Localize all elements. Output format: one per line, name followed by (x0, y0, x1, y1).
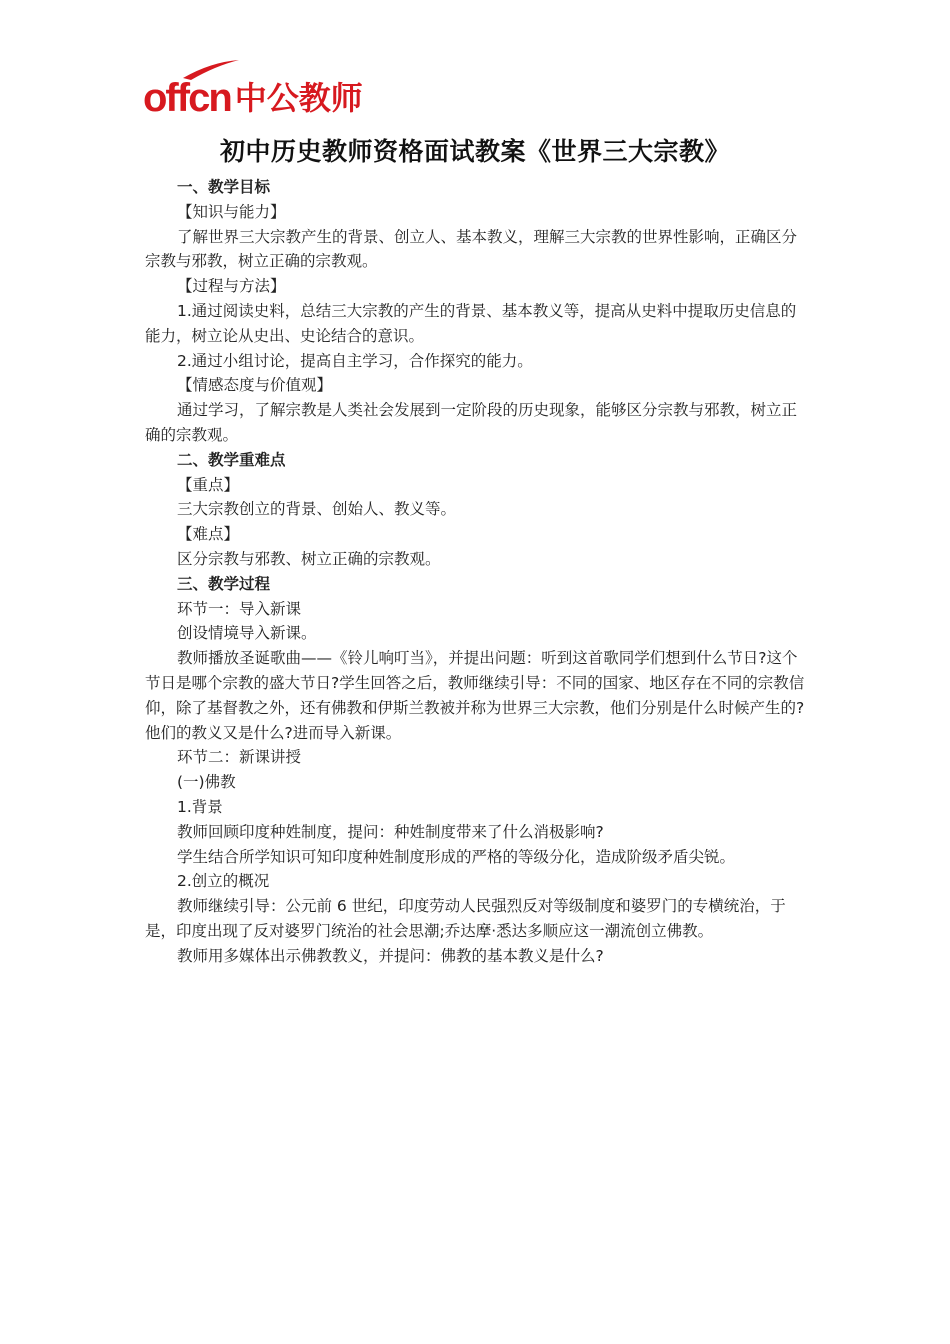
document-body (145, 175, 809, 969)
paragraph: 1.通过阅读史料，总结三大宗教的产生的背景、基本教义等，提高从史料中提取历史信息的能力，树立论从史出、史论结合的意识。 (145, 301, 797, 345)
logo-chinese-text: 中公教师 (234, 79, 363, 117)
offcn-logo (143, 68, 363, 118)
paragraph: 教师继续引导：公元前 6 世纪，印度劳动人民强烈反对等级制度和婆罗门的专横统治，于是，印度出现了反对婆罗门统治的社会思潮;乔达摩·悉达多顺应这一潮流创立佛教。 (145, 897, 786, 940)
paragraph: 学生结合所学知识可知印度种姓制度形成的严格的等级分化，造成阶级矛盾尖锐。 (177, 847, 736, 866)
paragraph: 通过学习，了解宗教是人类社会发展到一定阶段的历史现象，能够区分宗教与邪教，树立正确的宗教观。 (145, 401, 798, 444)
paragraph: 【过程与方法】 (177, 277, 286, 296)
paragraph: 【重点】 (177, 475, 240, 494)
paragraph: 了解世界三大宗教产生的背景、创立人、基本教义，理解三大宗教的世界性影响，正确区分宗教与邪教，树立正确的宗教观。 (145, 227, 798, 271)
paragraph: 三大宗教创立的背景、创始人、教义等。 (177, 500, 457, 519)
paragraph: 区分宗教与邪教、树立正确的宗教观。 (177, 549, 441, 568)
paragraph: 【知识与能力】 (177, 202, 286, 221)
document-title: 初中历史教师资格面试教案《世界三大宗教》 (219, 137, 730, 166)
section-heading: 三、教学过程 (177, 574, 271, 593)
logo-latin-text: offcn (143, 76, 231, 120)
paragraph: 【难点】 (177, 525, 240, 544)
paragraph: 创设情境导入新课。 (177, 624, 317, 643)
section-heading: 一、教学目标 (177, 178, 271, 196)
paragraph: 2.创立的概况 (177, 872, 270, 891)
paragraph: 环节二：新课讲授 (177, 748, 302, 767)
section-heading: 二、教学重难点 (177, 450, 286, 469)
paragraph: 教师播放圣诞歌曲——《铃儿响叮当》，并提出问题：听到这首歌同学们想到什么节日?这个节日是哪个宗教的盛大节日?学生回答之后，教师继续引导：不同的国家、地区存在不同的宗教信仰，除了基督教之外，还有佛教和伊斯兰教被并称为世界三大宗教，他们分别是什么时候产生的?他们的教义又是什么?进而导入新课。 (145, 649, 805, 742)
paragraph: 2.通过小组讨论，提高自主学习，合作探究的能力。 (177, 351, 533, 370)
paragraph: 【情感态度与价值观】 (177, 376, 333, 395)
paragraph: 教师回顾印度种姓制度，提问：种姓制度带来了什么消极影响? (177, 822, 604, 841)
paragraph: 教师用多媒体出示佛教教义，并提问：佛教的基本教义是什么? (177, 946, 604, 965)
paragraph: 1.背景 (177, 797, 223, 816)
logo-swoosh-icon (181, 58, 241, 80)
paragraph: 环节一：导入新课 (177, 599, 302, 618)
paragraph: (一)佛教 (177, 773, 236, 792)
